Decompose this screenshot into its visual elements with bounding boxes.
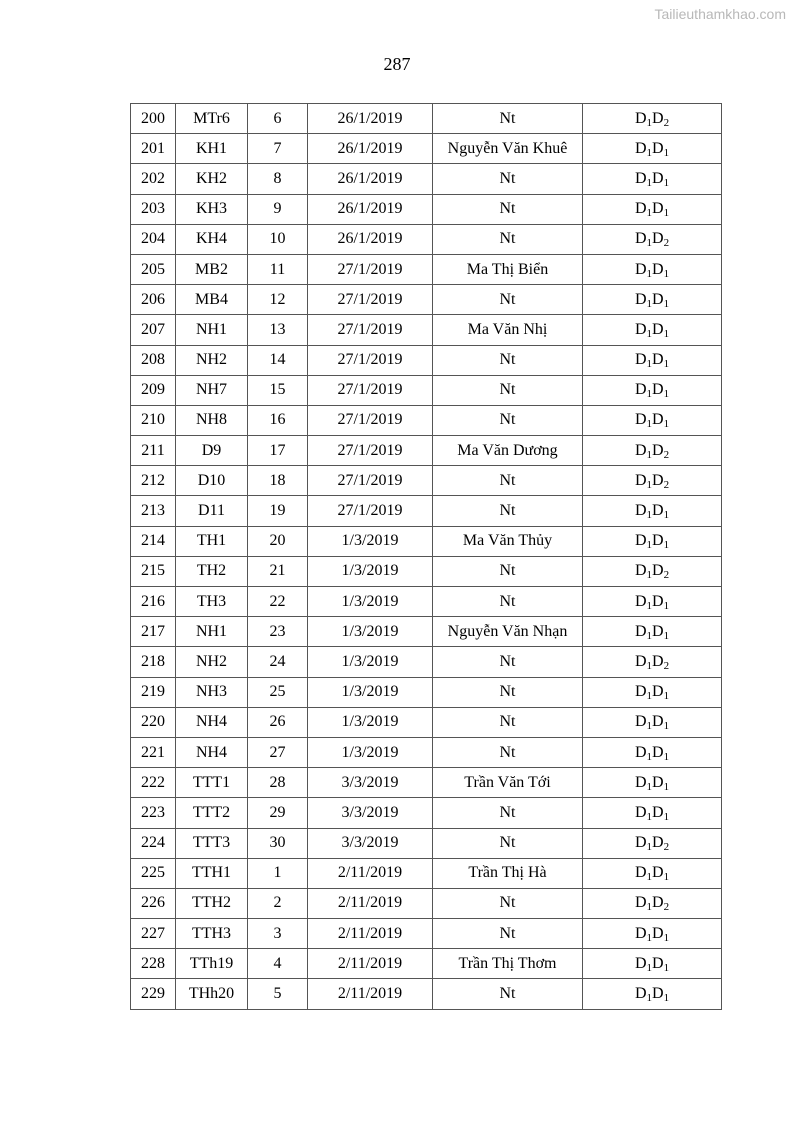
subscript: 1	[663, 146, 670, 159]
subscript: 2	[663, 659, 670, 672]
cell-type: $D_1D_1$	[583, 315, 722, 345]
cell-type: $D_1D_2$	[583, 647, 722, 677]
subscript: 1	[663, 780, 670, 793]
subscript: 2	[663, 448, 670, 461]
cell-number: 20	[248, 526, 308, 556]
subscript: 1	[646, 237, 652, 250]
cell-type: $D_1D_1$	[583, 617, 722, 647]
cell-name: Ma Văn Dương	[433, 436, 583, 466]
cell-type: $D_1D_1$	[583, 587, 722, 617]
cell-stt: 219	[131, 677, 176, 707]
subscript: 1	[663, 509, 670, 522]
subscript: 1	[663, 388, 670, 401]
cell-code: D11	[176, 496, 248, 526]
cell-date: 27/1/2019	[308, 315, 433, 345]
subscript: 2	[663, 901, 670, 914]
cell-code: TTH3	[176, 919, 248, 949]
cell-type: $D_1D_1$	[583, 707, 722, 737]
table-row	[131, 134, 722, 164]
cell-name: Ma Văn Thủy	[433, 526, 583, 556]
table-row	[131, 617, 722, 647]
cell-name: Trần Thị Hà	[433, 858, 583, 888]
cell-number: 26	[248, 707, 308, 737]
subscript: 1	[646, 599, 652, 612]
cell-name: Nt	[433, 556, 583, 586]
cell-stt: 211	[131, 436, 176, 466]
page-number: 287	[383, 54, 411, 74]
cell-type: $D_1D_1$	[583, 526, 722, 556]
cell-number: 22	[248, 587, 308, 617]
subscript: 1	[663, 327, 670, 340]
subscript: 1	[663, 599, 670, 612]
cell-date: 27/1/2019	[308, 345, 433, 375]
table-row	[131, 647, 722, 677]
cell-number: 18	[248, 466, 308, 496]
cell-type: $D_1D_1$	[583, 375, 722, 405]
cell-stt: 203	[131, 194, 176, 224]
cell-number: 5	[248, 979, 308, 1009]
cell-number: 23	[248, 617, 308, 647]
cell-number: 7	[248, 134, 308, 164]
table-row	[131, 888, 722, 918]
cell-name: Nt	[433, 828, 583, 858]
subscript: 1	[646, 388, 652, 401]
cell-code: KH4	[176, 224, 248, 254]
cell-number: 29	[248, 798, 308, 828]
cell-stt: 206	[131, 285, 176, 315]
cell-name: Nt	[433, 466, 583, 496]
cell-stt: 200	[131, 104, 176, 134]
cell-type: $D_1D_1$	[583, 164, 722, 194]
table-row	[131, 919, 722, 949]
cell-name: Nt	[433, 677, 583, 707]
cell-date: 3/3/2019	[308, 828, 433, 858]
subscript: 1	[663, 358, 670, 371]
cell-code: TTT2	[176, 798, 248, 828]
cell-name: Ma Thị Biển	[433, 254, 583, 284]
table-row	[131, 345, 722, 375]
cell-type: $D_1D_1$	[583, 134, 722, 164]
cell-type: $D_1D_1$	[583, 194, 722, 224]
cell-name: Nt	[433, 919, 583, 949]
table-row	[131, 466, 722, 496]
cell-name: Nt	[433, 496, 583, 526]
subscript: 1	[663, 931, 670, 944]
cell-date: 1/3/2019	[308, 617, 433, 647]
subscript: 2	[663, 841, 670, 854]
cell-number: 28	[248, 768, 308, 798]
cell-date: 27/1/2019	[308, 375, 433, 405]
subscript: 1	[646, 871, 652, 884]
cell-name: Nt	[433, 345, 583, 375]
table-row	[131, 496, 722, 526]
table-row	[131, 224, 722, 254]
table-row	[131, 949, 722, 979]
cell-type: $D_1D_1$	[583, 405, 722, 435]
table-row	[131, 979, 722, 1009]
table-row	[131, 556, 722, 586]
cell-code: TTT3	[176, 828, 248, 858]
subscript: 1	[646, 841, 652, 854]
subscript: 1	[646, 750, 652, 763]
cell-name: Nguyễn Văn Khuê	[433, 134, 583, 164]
table-row	[131, 285, 722, 315]
subscript: 1	[646, 478, 652, 491]
cell-code: KH3	[176, 194, 248, 224]
cell-code: NH2	[176, 345, 248, 375]
data-table	[130, 103, 722, 1010]
cell-number: 30	[248, 828, 308, 858]
cell-stt: 225	[131, 858, 176, 888]
table-row	[131, 587, 722, 617]
subscript: 1	[663, 810, 670, 823]
cell-code: TH2	[176, 556, 248, 586]
cell-code: NH8	[176, 405, 248, 435]
cell-name: Nt	[433, 888, 583, 918]
cell-number: 1	[248, 858, 308, 888]
cell-stt: 204	[131, 224, 176, 254]
cell-date: 2/11/2019	[308, 919, 433, 949]
table-body	[131, 104, 722, 1010]
subscript: 1	[663, 750, 670, 763]
cell-stt: 222	[131, 768, 176, 798]
subscript: 2	[663, 237, 670, 250]
table-row	[131, 315, 722, 345]
cell-date: 2/11/2019	[308, 979, 433, 1009]
cell-name: Nt	[433, 405, 583, 435]
cell-stt: 229	[131, 979, 176, 1009]
cell-type: $D_1D_1$	[583, 798, 722, 828]
table-row	[131, 828, 722, 858]
cell-stt: 227	[131, 919, 176, 949]
cell-stt: 218	[131, 647, 176, 677]
subscript: 1	[663, 418, 670, 431]
cell-name: Nt	[433, 587, 583, 617]
cell-type: $D_1D_1$	[583, 254, 722, 284]
cell-name: Nt	[433, 285, 583, 315]
subscript: 1	[646, 418, 652, 431]
cell-date: 27/1/2019	[308, 436, 433, 466]
cell-stt: 205	[131, 254, 176, 284]
cell-type: $D_1D_1$	[583, 858, 722, 888]
subscript: 1	[646, 116, 652, 129]
cell-number: 19	[248, 496, 308, 526]
cell-stt: 224	[131, 828, 176, 858]
cell-date: 27/1/2019	[308, 466, 433, 496]
subscript: 1	[646, 267, 652, 280]
cell-stt: 209	[131, 375, 176, 405]
cell-code: NH4	[176, 707, 248, 737]
cell-stt: 210	[131, 405, 176, 435]
cell-date: 26/1/2019	[308, 194, 433, 224]
cell-number: 6	[248, 104, 308, 134]
cell-type: $D_1D_2$	[583, 104, 722, 134]
cell-type: $D_1D_1$	[583, 919, 722, 949]
cell-name: Nt	[433, 647, 583, 677]
cell-date: 1/3/2019	[308, 556, 433, 586]
cell-type: $D_1D_2$	[583, 556, 722, 586]
watermark: Tailieuthamkhao.com	[654, 6, 786, 22]
cell-stt: 207	[131, 315, 176, 345]
cell-date: 26/1/2019	[308, 164, 433, 194]
subscript: 1	[646, 509, 652, 522]
cell-code: NH7	[176, 375, 248, 405]
cell-code: MB4	[176, 285, 248, 315]
cell-type: $D_1D_2$	[583, 436, 722, 466]
cell-date: 27/1/2019	[308, 254, 433, 284]
cell-name: Nt	[433, 737, 583, 767]
cell-date: 1/3/2019	[308, 677, 433, 707]
subscript: 1	[646, 901, 652, 914]
cell-type: $D_1D_1$	[583, 345, 722, 375]
subscript: 1	[663, 176, 670, 189]
cell-number: 21	[248, 556, 308, 586]
cell-stt: 217	[131, 617, 176, 647]
cell-name: Ma Văn Nhị	[433, 315, 583, 345]
cell-type: $D_1D_1$	[583, 949, 722, 979]
cell-date: 26/1/2019	[308, 134, 433, 164]
cell-date: 1/3/2019	[308, 737, 433, 767]
cell-name: Nt	[433, 375, 583, 405]
subscript: 1	[663, 629, 670, 642]
cell-type: $D_1D_2$	[583, 466, 722, 496]
table-row	[131, 677, 722, 707]
table-row	[131, 737, 722, 767]
cell-date: 1/3/2019	[308, 707, 433, 737]
cell-type: $D_1D_1$	[583, 768, 722, 798]
subscript: 1	[646, 569, 652, 582]
cell-date: 27/1/2019	[308, 496, 433, 526]
subscript: 1	[646, 629, 652, 642]
cell-stt: 226	[131, 888, 176, 918]
cell-name: Trần Thị Thơm	[433, 949, 583, 979]
subscript: 1	[663, 690, 670, 703]
cell-number: 16	[248, 405, 308, 435]
cell-number: 8	[248, 164, 308, 194]
subscript: 1	[646, 720, 652, 733]
table-row	[131, 405, 722, 435]
cell-type: $D_1D_1$	[583, 737, 722, 767]
cell-date: 2/11/2019	[308, 888, 433, 918]
table-row	[131, 858, 722, 888]
cell-code: MTr6	[176, 104, 248, 134]
subscript: 1	[646, 176, 652, 189]
cell-number: 10	[248, 224, 308, 254]
subscript: 1	[646, 780, 652, 793]
cell-number: 17	[248, 436, 308, 466]
subscript: 1	[663, 871, 670, 884]
table-row	[131, 436, 722, 466]
cell-name: Nt	[433, 979, 583, 1009]
cell-name: Nguyễn Văn Nhạn	[433, 617, 583, 647]
cell-date: 2/11/2019	[308, 949, 433, 979]
table-row	[131, 798, 722, 828]
cell-number: 9	[248, 194, 308, 224]
table-row	[131, 375, 722, 405]
cell-date: 3/3/2019	[308, 768, 433, 798]
subscript: 1	[646, 931, 652, 944]
subscript: 1	[646, 358, 652, 371]
cell-name: Nt	[433, 798, 583, 828]
subscript: 1	[646, 810, 652, 823]
table-row	[131, 194, 722, 224]
cell-type: $D_1D_2$	[583, 888, 722, 918]
subscript: 1	[663, 267, 670, 280]
cell-stt: 215	[131, 556, 176, 586]
table-row	[131, 254, 722, 284]
cell-code: D9	[176, 436, 248, 466]
cell-date: 1/3/2019	[308, 587, 433, 617]
cell-type: $D_1D_2$	[583, 828, 722, 858]
cell-date: 3/3/2019	[308, 798, 433, 828]
subscript: 1	[663, 539, 670, 552]
subscript: 1	[663, 297, 670, 310]
table-row	[131, 104, 722, 134]
cell-name: Nt	[433, 104, 583, 134]
cell-code: NH2	[176, 647, 248, 677]
cell-stt: 212	[131, 466, 176, 496]
subscript: 1	[646, 992, 652, 1005]
cell-number: 15	[248, 375, 308, 405]
cell-type: $D_1D_1$	[583, 677, 722, 707]
cell-date: 26/1/2019	[308, 224, 433, 254]
subscript: 2	[663, 478, 670, 491]
cell-stt: 201	[131, 134, 176, 164]
subscript: 1	[646, 327, 652, 340]
cell-code: KH2	[176, 164, 248, 194]
cell-code: TTH2	[176, 888, 248, 918]
cell-code: TTT1	[176, 768, 248, 798]
cell-code: NH1	[176, 617, 248, 647]
cell-code: KH1	[176, 134, 248, 164]
cell-type: $D_1D_1$	[583, 979, 722, 1009]
cell-number: 11	[248, 254, 308, 284]
cell-stt: 228	[131, 949, 176, 979]
cell-date: 27/1/2019	[308, 285, 433, 315]
subscript: 1	[663, 720, 670, 733]
subscript: 1	[646, 539, 652, 552]
cell-type: $D_1D_1$	[583, 285, 722, 315]
cell-number: 24	[248, 647, 308, 677]
cell-stt: 208	[131, 345, 176, 375]
subscript: 1	[646, 207, 652, 220]
subscript: 1	[663, 992, 670, 1005]
cell-number: 13	[248, 315, 308, 345]
cell-number: 25	[248, 677, 308, 707]
table-row	[131, 768, 722, 798]
subscript: 1	[646, 690, 652, 703]
cell-date: 1/3/2019	[308, 647, 433, 677]
subscript: 1	[646, 961, 652, 974]
cell-date: 27/1/2019	[308, 405, 433, 435]
cell-code: MB2	[176, 254, 248, 284]
subscript: 1	[663, 961, 670, 974]
cell-date: 26/1/2019	[308, 104, 433, 134]
cell-name: Trần Văn Tới	[433, 768, 583, 798]
subscript: 1	[646, 448, 652, 461]
cell-type: $D_1D_1$	[583, 496, 722, 526]
cell-number: 27	[248, 737, 308, 767]
subscript: 2	[663, 569, 670, 582]
cell-stt: 220	[131, 707, 176, 737]
cell-number: 3	[248, 919, 308, 949]
cell-code: TH3	[176, 587, 248, 617]
cell-code: TTH1	[176, 858, 248, 888]
cell-code: NH1	[176, 315, 248, 345]
cell-code: TH1	[176, 526, 248, 556]
cell-stt: 221	[131, 737, 176, 767]
table-row	[131, 164, 722, 194]
cell-name: Nt	[433, 194, 583, 224]
cell-number: 14	[248, 345, 308, 375]
table-row	[131, 707, 722, 737]
cell-number: 2	[248, 888, 308, 918]
cell-name: Nt	[433, 224, 583, 254]
cell-stt: 202	[131, 164, 176, 194]
cell-code: TTh19	[176, 949, 248, 979]
cell-date: 2/11/2019	[308, 858, 433, 888]
subscript: 1	[646, 146, 652, 159]
cell-number: 12	[248, 285, 308, 315]
cell-number: 4	[248, 949, 308, 979]
cell-code: NH4	[176, 737, 248, 767]
cell-stt: 216	[131, 587, 176, 617]
cell-stt: 213	[131, 496, 176, 526]
cell-type: $D_1D_2$	[583, 224, 722, 254]
cell-name: Nt	[433, 707, 583, 737]
cell-date: 1/3/2019	[308, 526, 433, 556]
subscript: 2	[663, 116, 670, 129]
cell-stt: 214	[131, 526, 176, 556]
subscript: 1	[646, 297, 652, 310]
cell-name: Nt	[433, 164, 583, 194]
cell-code: D10	[176, 466, 248, 496]
cell-stt: 223	[131, 798, 176, 828]
table-row	[131, 526, 722, 556]
subscript: 1	[663, 207, 670, 220]
cell-code: NH3	[176, 677, 248, 707]
subscript: 1	[646, 659, 652, 672]
cell-code: THh20	[176, 979, 248, 1009]
